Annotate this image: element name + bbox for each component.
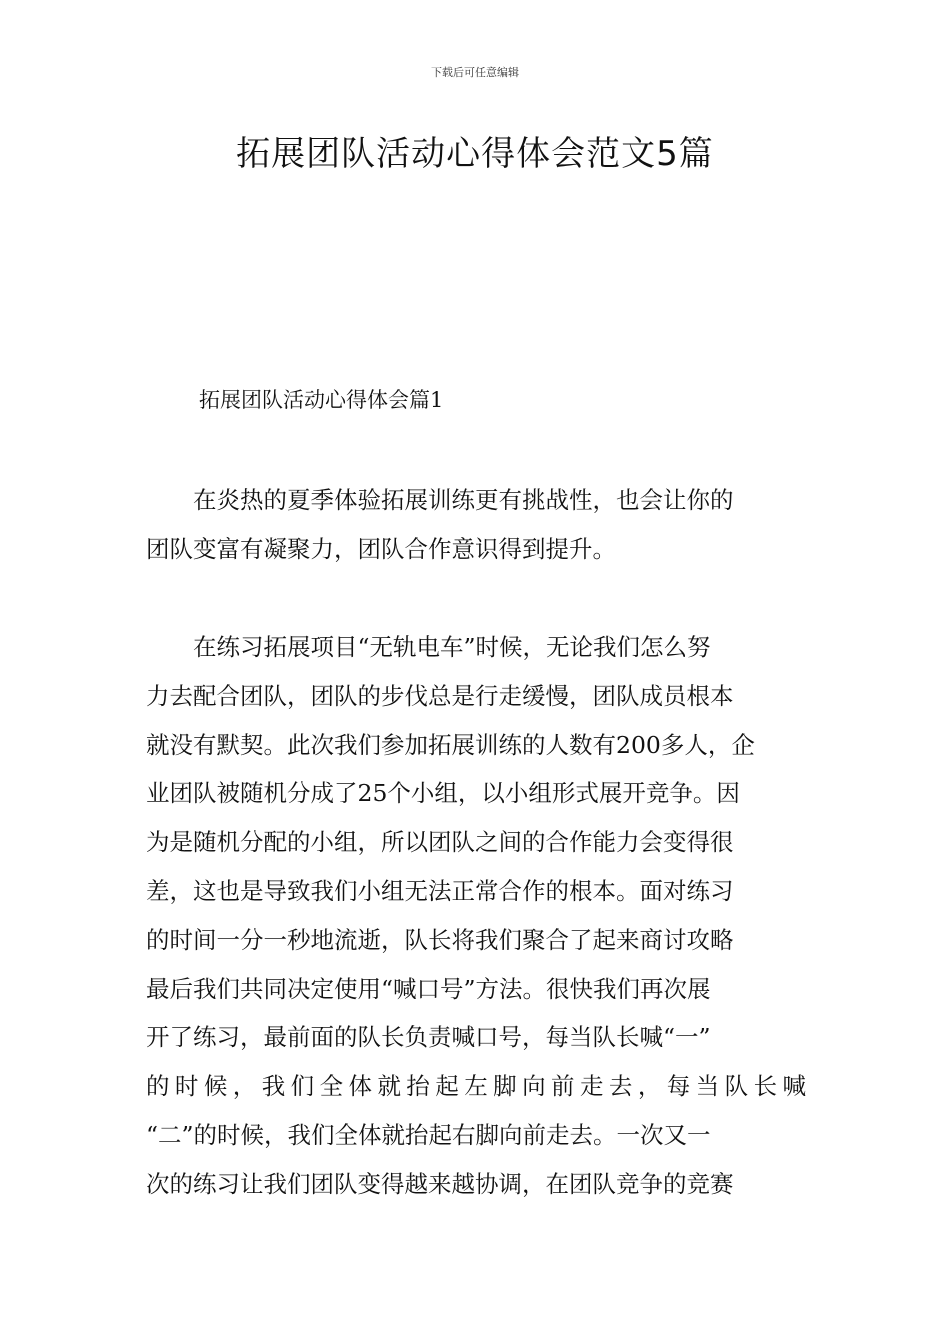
paragraph-line: “二”的时候，我们全体就抬起右脚向前走去。一次又一 bbox=[146, 1120, 711, 1149]
paragraph-line: 的时间一分一秒地流逝，队长将我们聚合了起来商讨攻略 bbox=[146, 925, 734, 954]
document-title: 拓展团队活动心得体会范文5篇 bbox=[236, 134, 714, 174]
section-heading: 拓展团队活动心得体会篇1 bbox=[199, 388, 444, 412]
paragraph-line: 开了练习，最前面的队长负责喊口号，每当队长喊“一” bbox=[146, 1023, 711, 1052]
paragraph-line: 在练习拓展项目“无轨电车”时候，无论我们怎么努 bbox=[146, 633, 711, 661]
paragraph-line: 最后我们共同决定使用“喊口号”方法。很快我们再次展 bbox=[146, 974, 711, 1003]
paragraph-line: 团队变富有凝聚力，团队合作意识得到提升。 bbox=[146, 534, 616, 563]
header-note: 下载后可任意编辑 bbox=[431, 66, 519, 79]
paragraph-line: 力去配合团队，团队的步伐总是行走缓慢，团队成员根本 bbox=[146, 681, 734, 710]
paragraph-line: 业团队被随机分成了25个小组，以小组形式展开竞争。因 bbox=[146, 779, 740, 808]
paragraph-2 bbox=[146, 623, 806, 1209]
paragraph-line: 为是随机分配的小组，所以团队之间的合作能力会变得很 bbox=[146, 828, 734, 857]
paragraph-line: 差，这也是导致我们小组无法正常合作的根本。面对练习 bbox=[146, 876, 734, 905]
paragraph-line: 的时候，我们全体就抬起左脚向前走去，每当队长喊 bbox=[146, 1072, 806, 1101]
paragraph-line: 次的练习让我们团队变得越来越协调，在团队竞争的竞赛 bbox=[146, 1169, 734, 1198]
paragraph-1 bbox=[146, 476, 806, 574]
paragraph-line: 在炎热的夏季体验拓展训练更有挑战性，也会让你的 bbox=[146, 486, 734, 514]
paragraph-line: 就没有默契。此次我们参加拓展训练的人数有200多人，企 bbox=[146, 730, 755, 759]
